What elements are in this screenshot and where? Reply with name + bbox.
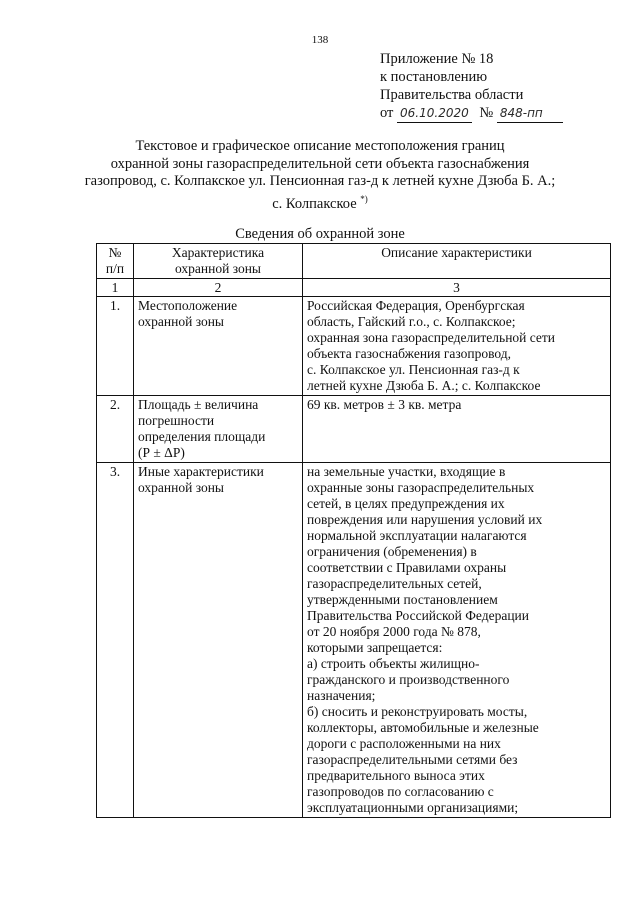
table-header-row xyxy=(97,244,611,279)
row-number: 3. xyxy=(97,463,134,818)
column-numbers-row xyxy=(97,279,611,297)
column-number-2: 2 xyxy=(134,279,303,297)
column-number-1: 1 xyxy=(97,279,134,297)
appendix-date-line xyxy=(380,104,563,123)
footnote-mark: *) xyxy=(360,193,368,204)
table-row xyxy=(97,463,611,818)
row-description: на земельные участки, входящие в охранные зоны газораспределительных сетей, в целях предупреждения их повреждения или нарушения условий их нормальной эксплуатации налагаются ограничения (обременения) в соответствии с Правилами охраны газораспределительных сетей, утвержденными постановлением Правительства Российской Федерации от 20 ноября 2000 года № 878, которыми запрещается: а) строить объекты жилищно- гражданского и производственного назначения; б) сносить и реконструировать мосты, коллекторы, автомобильные и железные дороги с расположенными на них газораспределительными сетями без предварительного выноса этих газопроводов по согласованию с эксплуатационными организациями; xyxy=(303,463,611,818)
number-label: № xyxy=(479,105,494,121)
title-line-1: Текстовое и графическое описание местоположения границ xyxy=(135,138,505,154)
table-row xyxy=(97,297,611,396)
document-title xyxy=(60,138,580,213)
header-col-characteristic: Характеристика охранной зоны xyxy=(134,244,303,279)
row-characteristic: Иные характеристики охранной зоны xyxy=(134,463,303,818)
title-line-3: газопровод, с. Колпакское ул. Пенсионная газ-д к летней кухне Дзюба Б. А.; xyxy=(84,173,556,189)
decree-date: 06.10.2020 xyxy=(397,104,472,123)
appendix-line-3: Правительства области xyxy=(380,87,524,103)
title-line-2: охранной зоны газораспределительной сети объекта газоснабжения xyxy=(110,155,530,172)
row-characteristic: Местоположение охранной зоны xyxy=(134,297,303,396)
row-description: 69 кв. метров ± 3 кв. метра xyxy=(303,396,611,463)
decree-number: 848-пп xyxy=(497,104,563,123)
table-caption: Сведения об охранной зоне xyxy=(235,226,405,242)
from-label: от xyxy=(380,105,394,121)
row-characteristic: Площадь ± величина погрешности определения площади (Р ± ΔР) xyxy=(134,396,303,463)
title-line-4 xyxy=(60,191,580,213)
header-col-number: № п/п xyxy=(97,244,134,279)
table-row xyxy=(97,396,611,463)
row-description: Российская Федерация, Оренбургская область, Гайский г.о., с. Колпакское; охранная зона газораспределительной сети объекта газоснабжения газопровод, с. Колпакское ул. Пенсионная газ-д к летней кухне Дзюба Б. А.; с. Колпакское xyxy=(303,297,611,396)
appendix-line-2: к постановлению xyxy=(380,69,488,85)
row-number: 2. xyxy=(97,396,134,463)
header-col-description: Описание характеристики xyxy=(303,244,611,279)
row-number: 1. xyxy=(97,297,134,396)
appendix-line-1: Приложение № 18 xyxy=(380,51,494,67)
page-number: 138 xyxy=(311,34,329,46)
appendix-header xyxy=(380,50,563,123)
column-number-3: 3 xyxy=(303,279,611,297)
title-line-4-text: с. Колпакское xyxy=(272,195,357,212)
zone-info-table xyxy=(96,243,611,818)
